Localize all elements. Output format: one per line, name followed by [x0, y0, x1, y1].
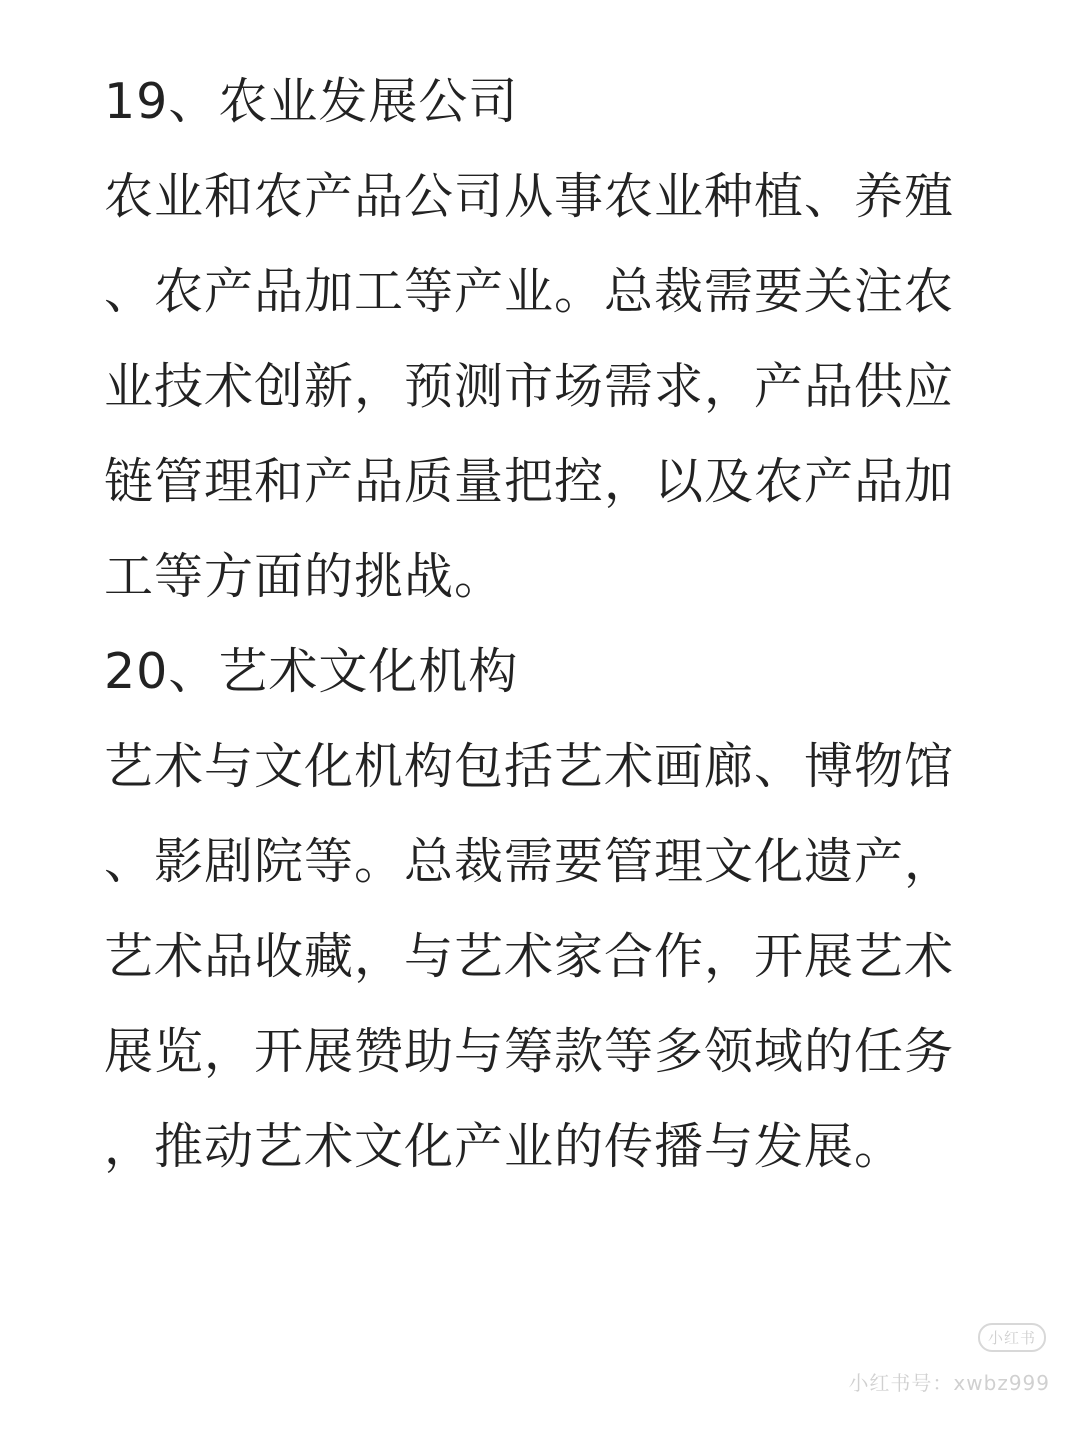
watermark-badge: 小红书 — [978, 1323, 1046, 1352]
paragraph-line: 农业和农产品公司从事农业种植、养殖 — [104, 168, 955, 225]
paragraph-line: 、农产品加工等产业。总裁需要关注农 — [104, 263, 955, 320]
paragraph-line: 业技术创新，预测市场需求，产品供应 — [104, 358, 955, 415]
paragraph-line: 展览，开展赞助与筹款等多领域的任务 — [104, 1023, 955, 1080]
paragraph-line: 艺术与文化机构包括艺术画廊、博物馆 — [104, 738, 955, 795]
paragraph-line: 工等方面的挑战。 — [104, 548, 505, 605]
paragraph-line: 链管理和产品质量把控，以及农产品加 — [104, 453, 955, 510]
section-heading-19: 19、农业发展公司 — [104, 73, 519, 130]
paragraph-line: 艺术品收藏，与艺术家合作，开展艺术 — [104, 928, 955, 985]
watermark-text: 小红书号：xwbz999 — [848, 1371, 1050, 1395]
paragraph-line: 、影剧院等。总裁需要管理文化遗产， — [104, 833, 955, 890]
paragraph-line: ，推动艺术文化产业的传播与发展。 — [104, 1118, 905, 1175]
document-body — [104, 54, 1004, 1194]
section-heading-20: 20、艺术文化机构 — [104, 643, 519, 700]
